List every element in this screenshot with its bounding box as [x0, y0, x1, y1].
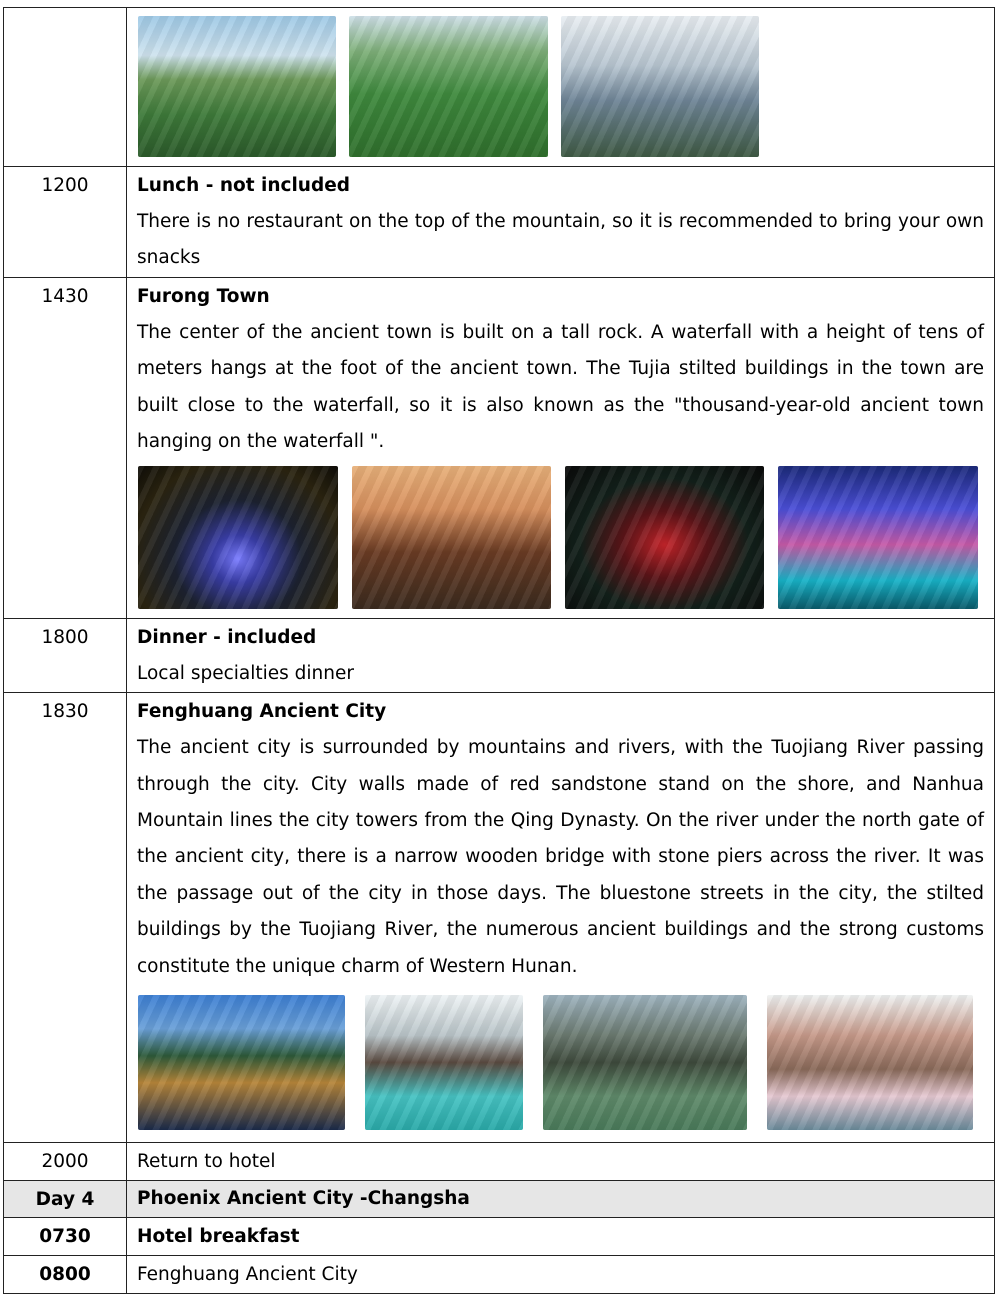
description-cell [127, 8, 995, 167]
day-header-row [4, 1181, 995, 1218]
stilted-houses-photo [365, 995, 523, 1130]
activity-text: Return to hotel [137, 1151, 276, 1173]
waterfall-night-photo [138, 466, 338, 609]
time-cell: 0800 [4, 1256, 127, 1294]
photo-strip [138, 466, 984, 609]
time-cell: 1800 [4, 618, 127, 692]
river-town-photo [543, 995, 747, 1130]
activity-description: The center of the ancient town is built on a tall rock. A waterfall with a height of tens of meters hangs at the foot of the ancient town. The Tujia stilted buildings in the town are built close to the waterfall, so it is also known as the "thousand-year-old ancient town hanging on the waterfall ". [137, 321, 984, 453]
riverside-night-photo [138, 995, 345, 1130]
table-row [4, 277, 995, 618]
activity-description: There is no restaurant on the top of the mountain, so it is recommended to bring your own snacks [137, 211, 984, 269]
activity-title: Dinner - included [137, 626, 317, 648]
description-cell [127, 1143, 995, 1181]
mountain-road-photo [138, 16, 336, 157]
photo-strip [138, 16, 984, 157]
blossom-street-photo [767, 995, 973, 1130]
table-row [4, 693, 995, 1143]
time-cell: 1430 [4, 277, 127, 618]
table-row [4, 8, 995, 167]
description-cell [127, 1218, 995, 1256]
time-cell: 2000 [4, 1143, 127, 1181]
activity-description: Local specialties dinner [137, 662, 354, 684]
activity-text: Fenghuang Ancient City [137, 1264, 358, 1286]
time-cell: 0730 [4, 1218, 127, 1256]
light-show-photo [778, 466, 978, 609]
activity-title: Fenghuang Ancient City [137, 701, 387, 723]
description-cell [127, 167, 995, 278]
day-title: Phoenix Ancient City -Changsha [137, 1188, 470, 1210]
activity-title: Lunch - not included [137, 175, 351, 196]
description-cell [127, 277, 995, 618]
description-cell [127, 1256, 995, 1294]
table-row [4, 1218, 995, 1256]
activity-text: Hotel breakfast [137, 1226, 300, 1248]
misty-mountain-photo [561, 16, 759, 157]
time-cell: 1830 [4, 693, 127, 1143]
itinerary-table [3, 7, 995, 1294]
day-label: Day 4 [4, 1181, 127, 1218]
table-row [4, 1256, 995, 1294]
stage-show-photo [565, 466, 764, 609]
time-cell: 1200 [4, 167, 127, 278]
photo-strip [138, 995, 984, 1130]
activity-title: Furong Town [137, 285, 270, 307]
table-row [4, 167, 995, 278]
mountain-valley-photo [349, 16, 548, 157]
activity-description: The ancient city is surrounded by mountains and rivers, with the Tuojiang River passing through the city. City walls made of red sandstone stand on the shore, and Nanhua Mountain lines the city towers from the Qing Dynasty. On the river under the north gate of the ancient city, there is a narrow wooden bridge with stone piers across the river. It was the passage out of the city in those days. The bluestone streets in the city, the stilted buildings by the Tuojiang River, the numerous ancient buildings and the strong customs constitute the unique charm of Western Hunan. [137, 737, 984, 977]
table-row [4, 1143, 995, 1181]
day-title-cell [127, 1181, 995, 1218]
table-row [4, 618, 995, 692]
description-cell [127, 693, 995, 1143]
pavilion-sunset-photo [352, 466, 551, 609]
description-cell [127, 618, 995, 692]
time-cell [4, 8, 127, 167]
